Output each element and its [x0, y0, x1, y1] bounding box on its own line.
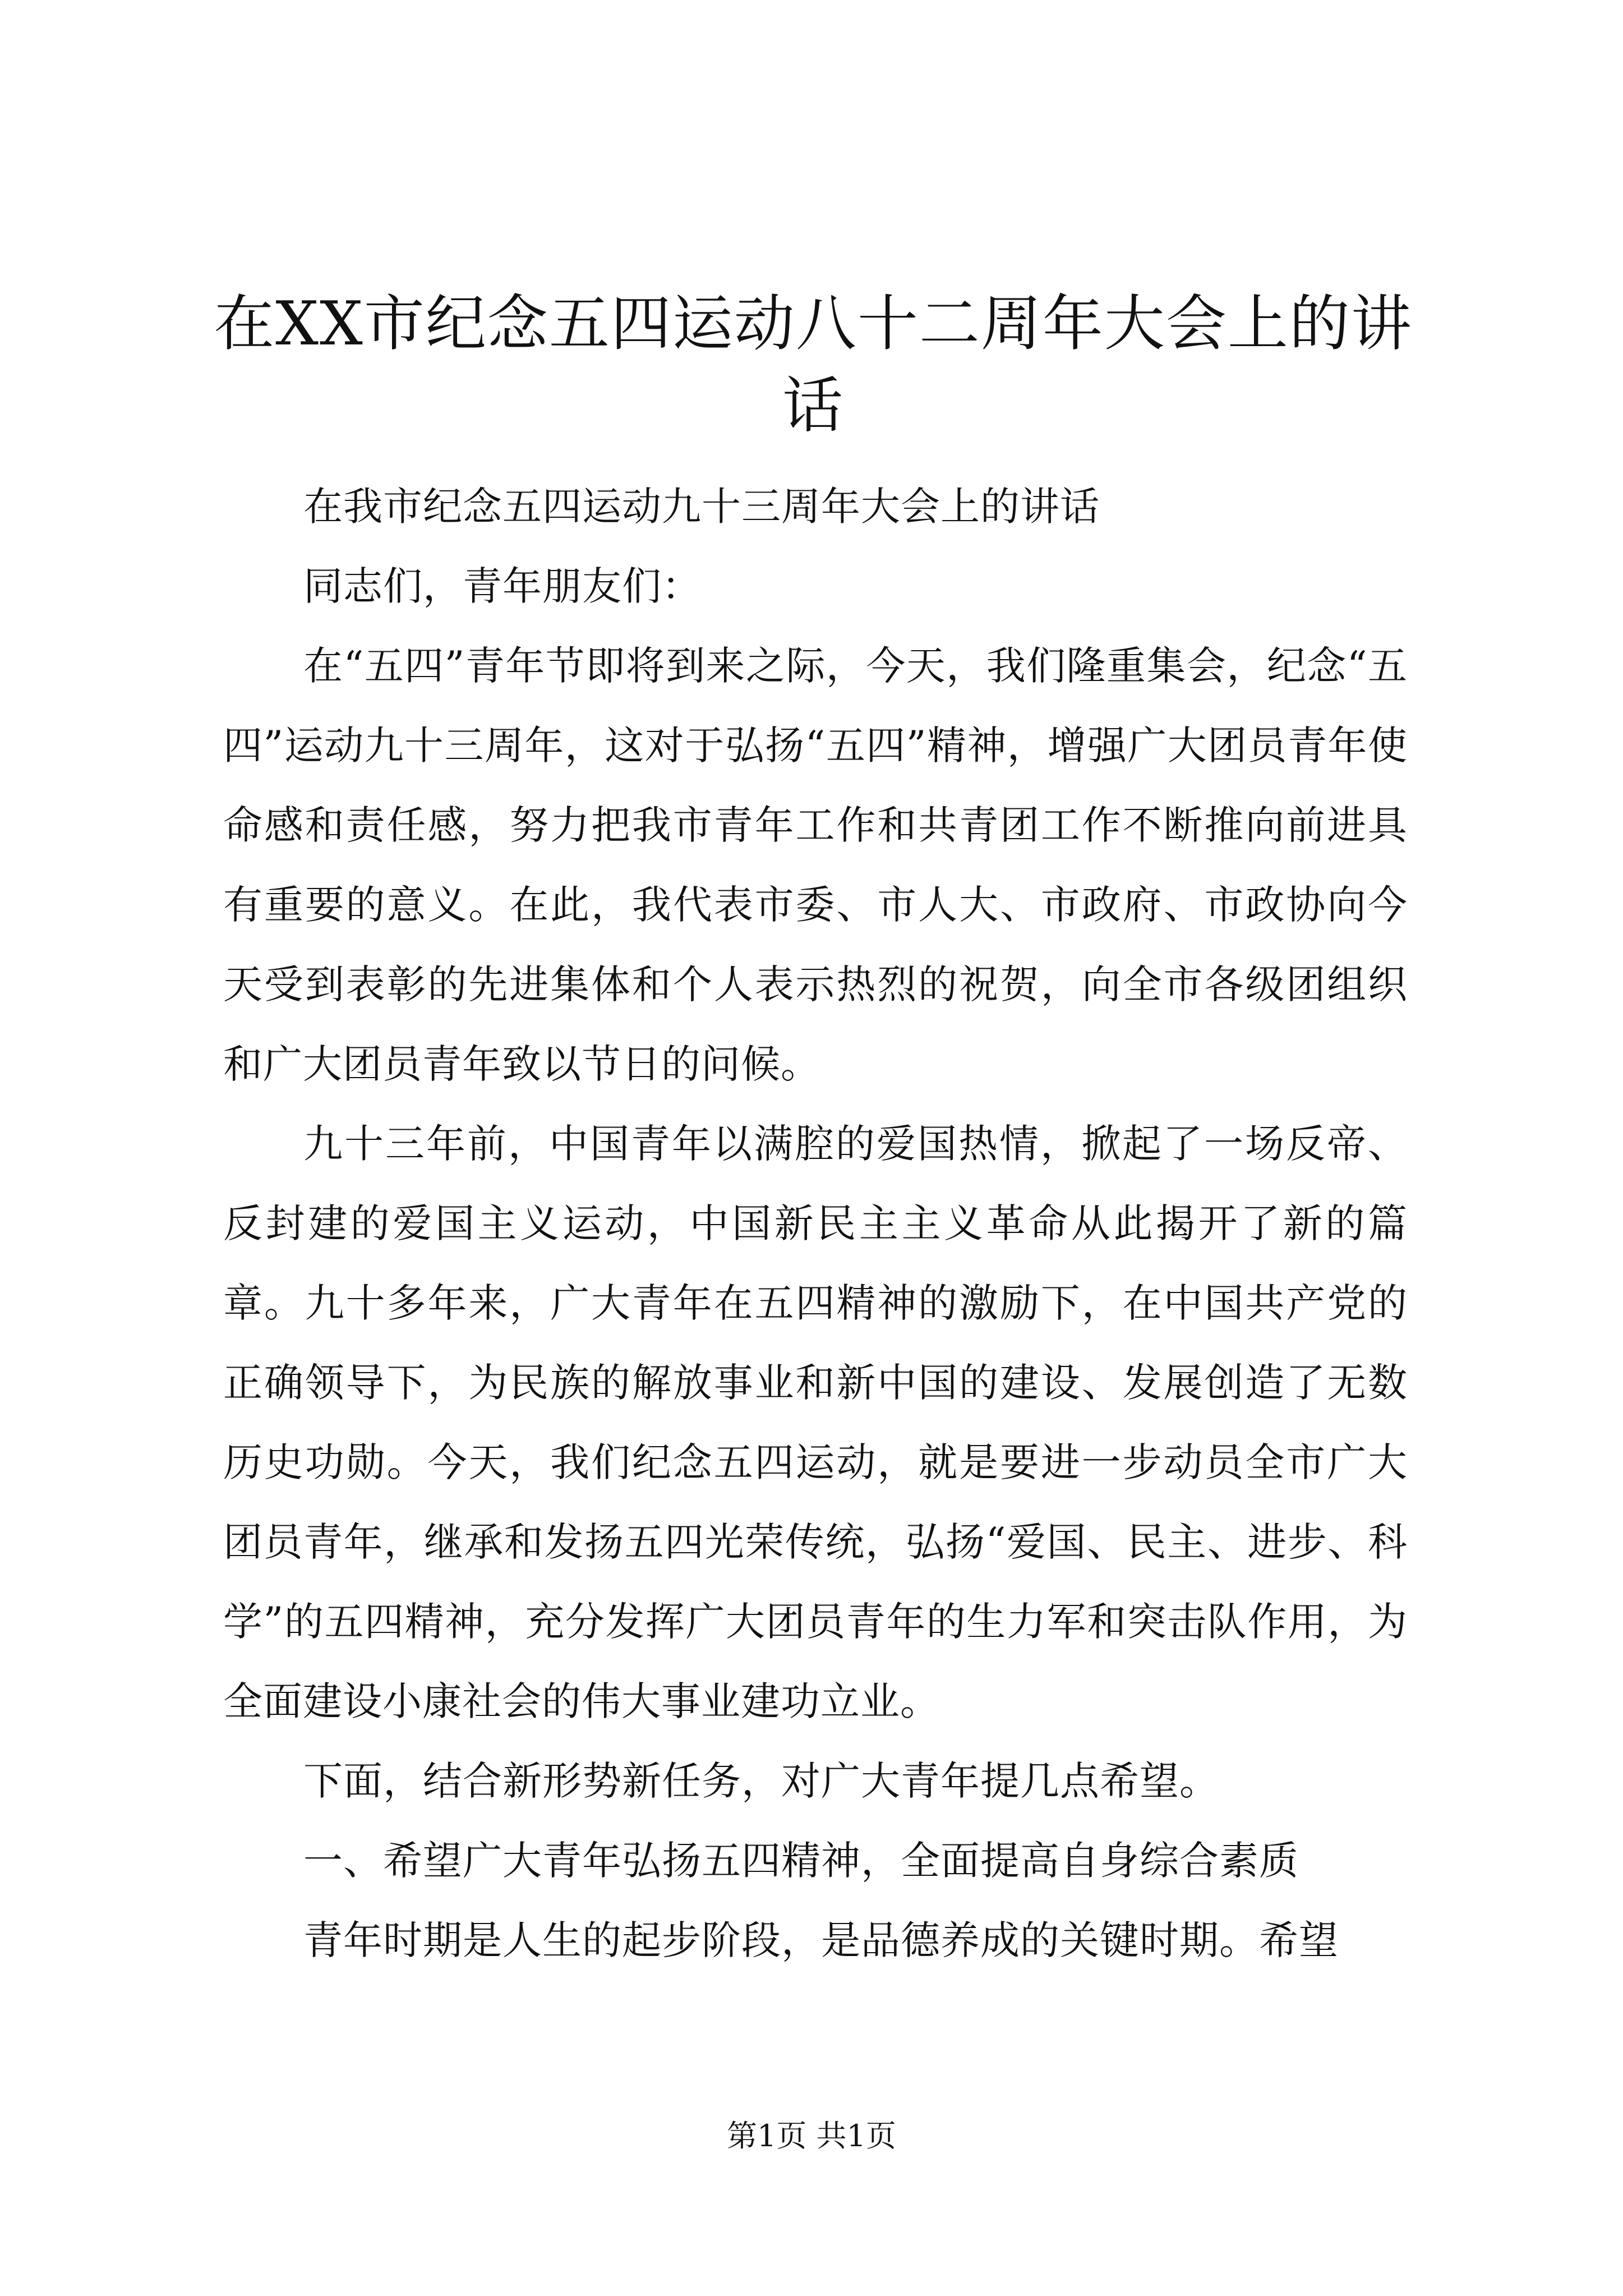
- subtitle-paragraph: 在我市纪念五四运动九十三周年大会上的讲话: [303, 484, 1100, 530]
- body-paragraph: 在“五四”青年节即将到来之际，今天，我们隆重集会，纪念“五四”运动九十三周年，这对于弘扬“五四”精神，增强广大团员青年使命感和责任感，努力把我市青年工作和共青团工作不断推向前进具有重要的意义。在此，我代表市委、市人大、市政府、市政协向今天受到表彰的先进集体和个人表示热烈的祝贺，向全市各级团组织和广大团员青年致以节日的问候。: [223, 643, 1408, 1087]
- page-number-label: 第1页 共1页: [727, 2118, 896, 2154]
- salutation-paragraph: 同志们，青年朋友们：: [303, 563, 702, 609]
- document-title: 在XX市纪念五四运动八十二周年大会上的讲话: [214, 289, 1413, 441]
- body-paragraph: 下面，结合新形势新任务，对广大青年提几点希望。: [303, 1758, 1219, 1804]
- document-body: [223, 467, 1408, 1980]
- body-paragraph: 九十三年前，中国青年以满腔的爱国热情，掀起了一场反帝、反封建的爱国主义运动，中国新民主主义革命从此揭开了新的篇章。九十多年来，广大青年在五四精神的激励下，在中国共产党的正确领导下，为民族的解放事业和新中国的建设、发展创造了无数历史功勋。今天，我们纪念五四运动，就是要进一步动员全市广大团员青年，继承和发扬五四光荣传统，弘扬“爱国、民主、进步、科学”的五四精神，充分发挥广大团员青年的生力军和突击队作用，为全面建设小康社会的伟大事业建功立业。: [223, 1121, 1408, 1724]
- body-paragraph: 青年时期是人生的起步阶段，是品德养成的关键时期。希望: [303, 1917, 1339, 1963]
- section-heading: 一、希望广大青年弘扬五四精神，全面提高自身综合素质: [303, 1838, 1299, 1884]
- page-footer: [0, 2114, 1623, 2159]
